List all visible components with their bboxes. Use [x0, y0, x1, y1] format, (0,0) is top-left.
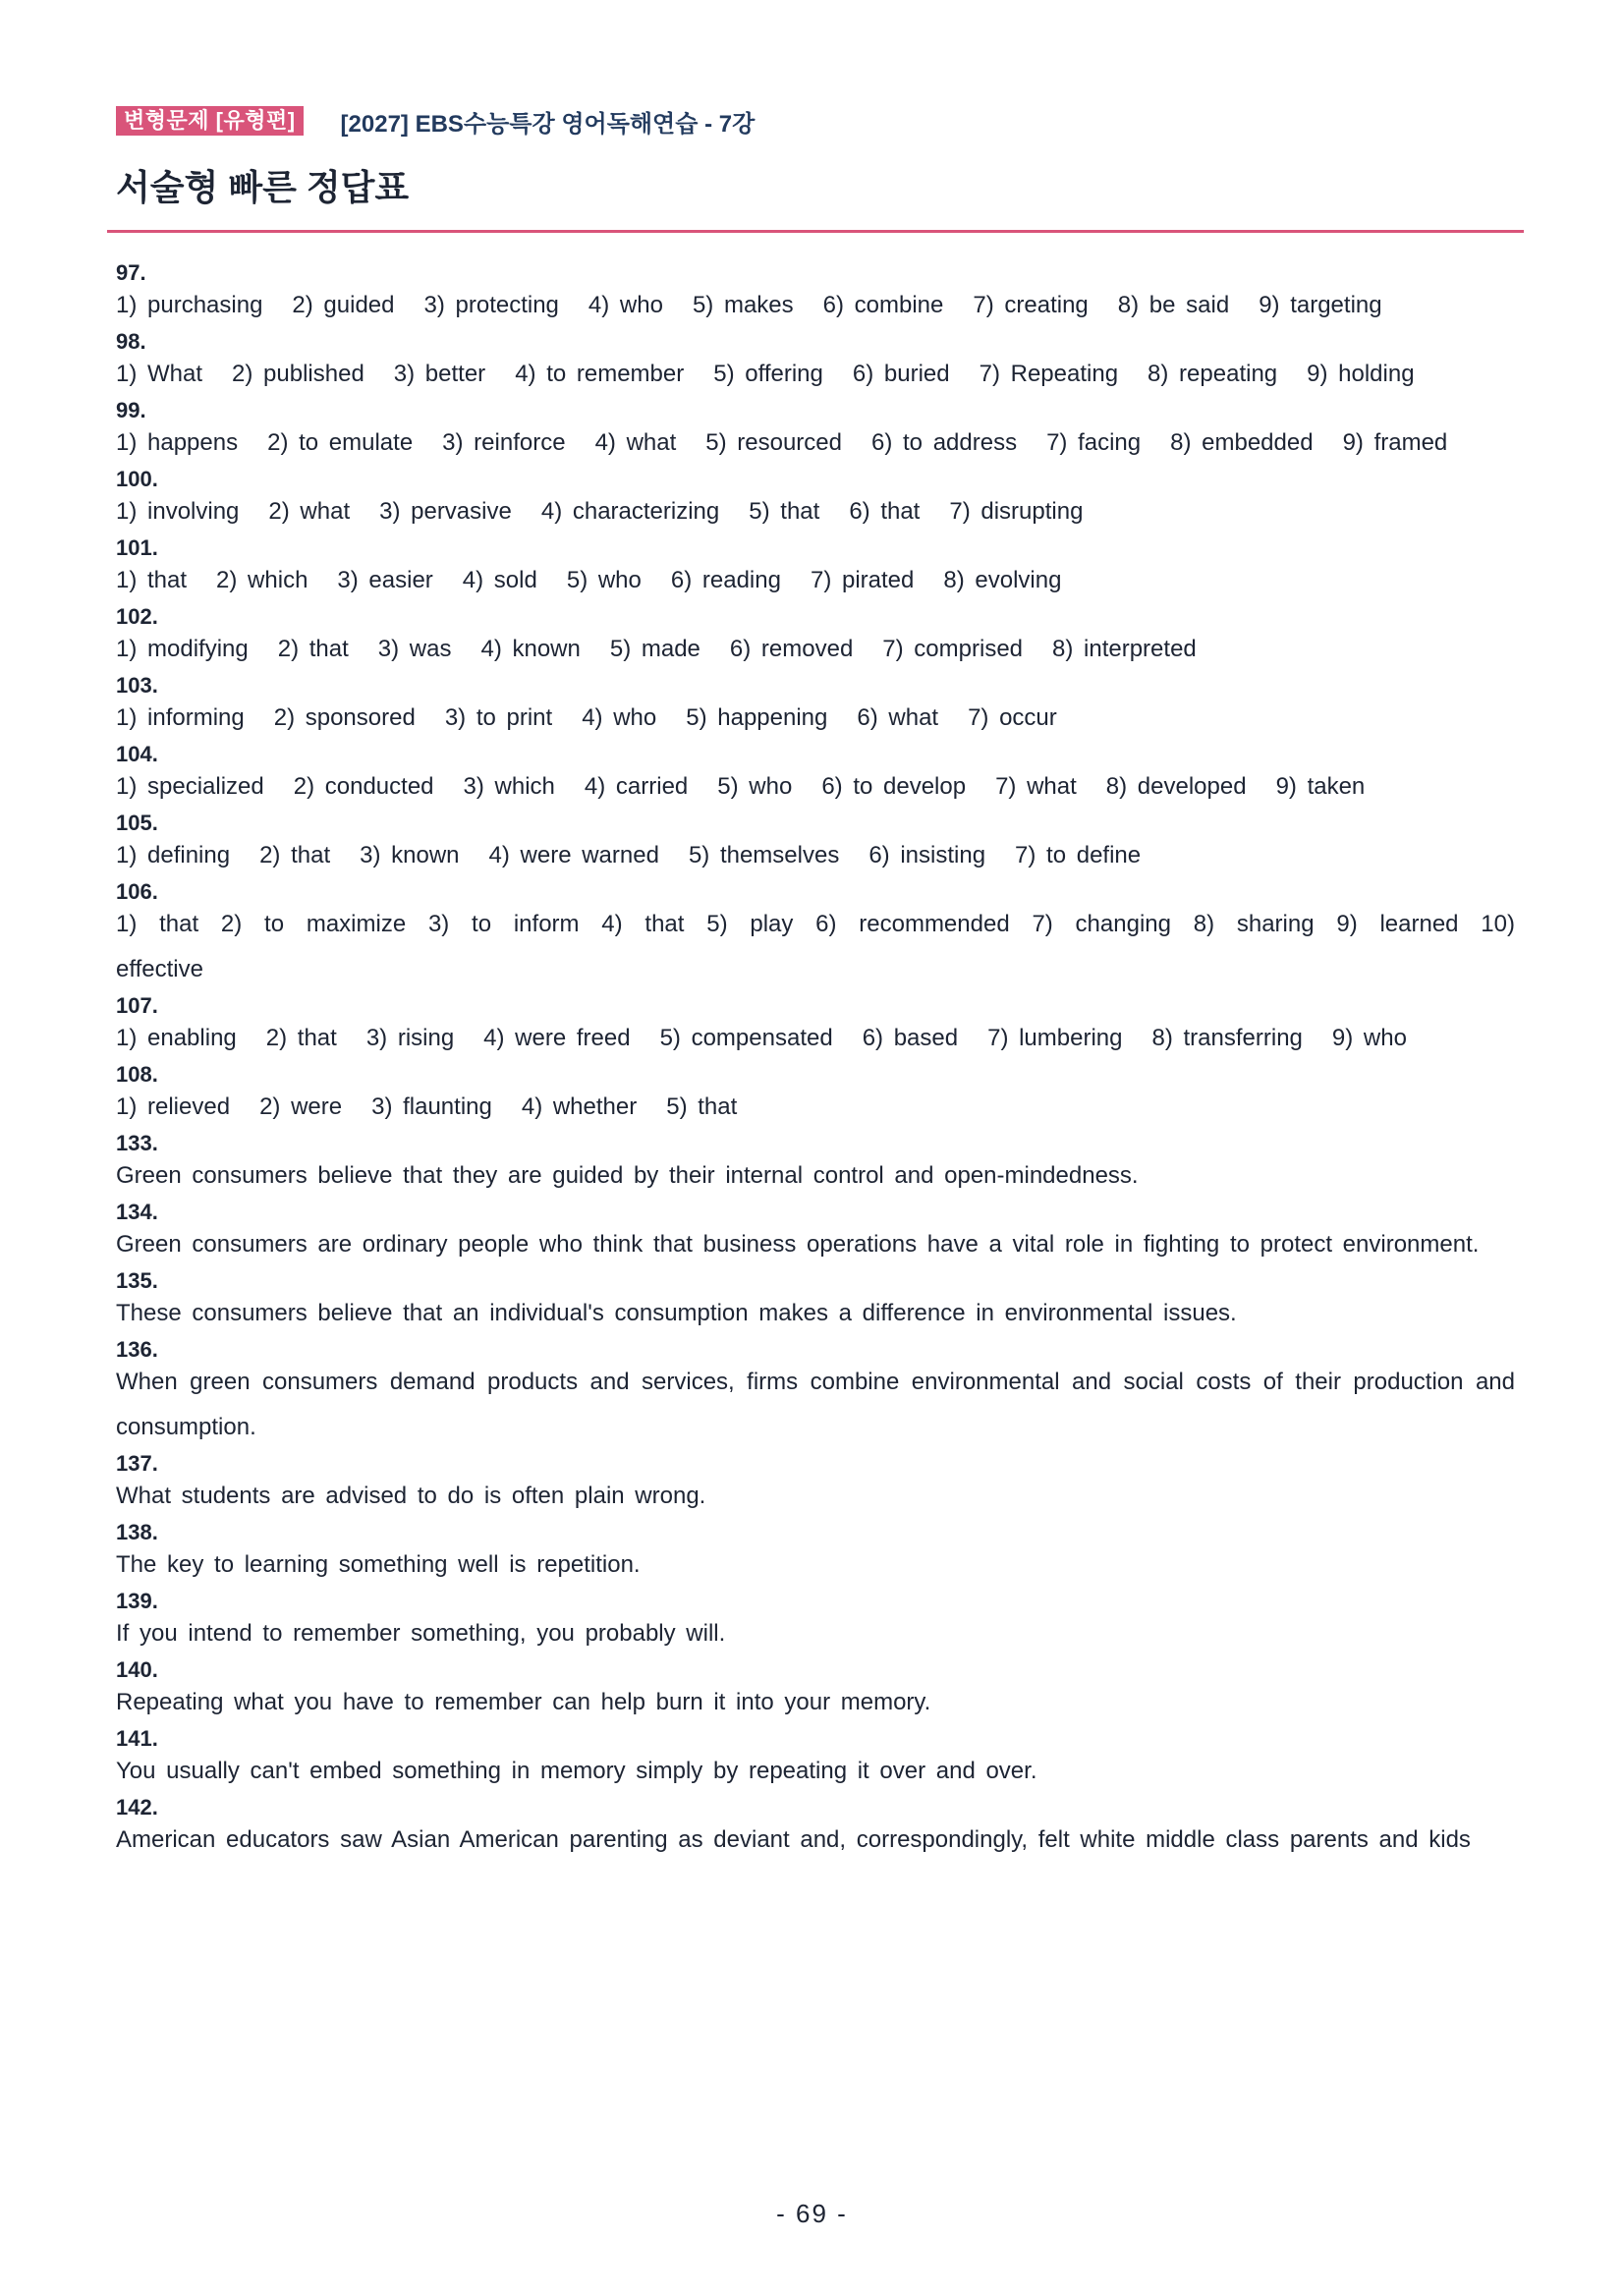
question-number: 108. — [116, 1062, 158, 1087]
answer-entry: 8) repeating — [1148, 361, 1278, 387]
answer-entry: 4) characterizing — [540, 498, 720, 525]
answer-entry: 5) made — [609, 636, 700, 662]
answer-row — [116, 289, 1515, 321]
document-header — [116, 106, 755, 136]
sentence-item — [116, 1723, 1515, 1794]
answer-entry: 2) that — [277, 636, 349, 662]
answer-entry: 4) who — [588, 292, 663, 318]
answer-row — [116, 839, 1515, 871]
answer-entry: 8) interpreted — [1052, 636, 1197, 662]
answer-entry: 6) reading — [670, 567, 781, 593]
answer-entry: 5) that — [666, 1093, 738, 1120]
answer-entry: 3) protecting — [423, 292, 559, 318]
answer-entry: 8) transferring — [1151, 1025, 1303, 1051]
answer-row — [116, 358, 1515, 390]
answer-entry: 5) offering — [713, 361, 823, 387]
question-number: 135. — [116, 1268, 158, 1293]
answer-entry: 6) insisting — [868, 842, 986, 868]
answer-item — [116, 990, 1515, 1054]
answer-entry: 9) taken — [1275, 773, 1366, 800]
category-tag: 변형문제 [유형편] — [116, 106, 304, 136]
answer-row — [116, 495, 1515, 528]
answer-entry: 1) defining — [116, 842, 231, 868]
answer-entry: 4) sold — [462, 567, 537, 593]
answer-entry: 2) to emulate — [267, 429, 414, 456]
answer-entry: 3) easier — [337, 567, 433, 593]
answer-entry: 3) rising — [365, 1025, 455, 1051]
answer-entry: 5) that — [749, 498, 820, 525]
answer-entry: 3) better — [393, 361, 486, 387]
answer-sentence: What students are advised to do is often plain wrong. — [116, 1483, 706, 1509]
answer-item — [116, 808, 1515, 871]
answer-entry: 4) were freed — [483, 1025, 631, 1051]
answer-sentence: When green consumers demand products and services, firms combine environmental and social costs of their production and consumption. — [116, 1369, 1515, 1440]
answer-row — [116, 564, 1515, 596]
answer-entry: 7) Repeating — [979, 361, 1119, 387]
answer-item — [116, 395, 1515, 459]
question-number: 133. — [116, 1131, 158, 1155]
answer-entry: 6) what — [857, 704, 939, 731]
answer-entry: 2) that — [265, 1025, 337, 1051]
answer-entry: 7) pirated — [810, 567, 915, 593]
answer-entry: 4) carried — [584, 773, 689, 800]
answer-entry: 6) combine — [822, 292, 944, 318]
answer-entry: 4) known — [480, 636, 581, 662]
answer-entry: 7) occur — [968, 704, 1057, 731]
question-number: 107. — [116, 993, 158, 1018]
answer-entry: 9) framed — [1342, 429, 1448, 456]
answer-entry: 2) were — [259, 1093, 343, 1120]
answer-item — [116, 601, 1515, 665]
answer-entry: 4) what — [594, 429, 677, 456]
answer-row — [116, 426, 1515, 459]
question-number: 138. — [116, 1520, 158, 1544]
answer-entry: 6) buried — [852, 361, 950, 387]
answer-entry: 2) that — [259, 842, 331, 868]
answer-entry: 1) What — [116, 361, 203, 387]
answer-entry: 5) compensated — [659, 1025, 833, 1051]
question-number: 141. — [116, 1726, 158, 1751]
answer-entry: 2) what — [268, 498, 351, 525]
question-number: 100. — [116, 467, 158, 491]
answer-entry: 5) who — [717, 773, 793, 800]
answer-entry: 3) to print — [444, 704, 553, 731]
answer-row: 1) that 2) to maximize 3) to inform 4) that 5) play 6) recommended 7) changing 8) sharing 9) learned 10) effective — [116, 911, 1515, 982]
sentence-item — [116, 1448, 1515, 1519]
answer-sentence: Repeating what you have to remember can help burn it into your memory. — [116, 1689, 931, 1715]
answer-entry: 4) whether — [521, 1093, 638, 1120]
question-number: 103. — [116, 673, 158, 698]
answer-entry: 5) resourced — [705, 429, 842, 456]
question-number: 98. — [116, 329, 146, 354]
answer-entry: 6) that — [849, 498, 921, 525]
answer-sentence: American educators saw Asian American parenting as deviant and, correspondingly, felt white middle class parents and kids — [116, 1826, 1471, 1853]
answer-item — [116, 739, 1515, 803]
answer-entry: 8) evolving — [943, 567, 1062, 593]
answer-entry: 3) pervasive — [379, 498, 512, 525]
answer-entry: 8) be said — [1117, 292, 1230, 318]
answer-entry: 1) enabling — [116, 1025, 237, 1051]
answer-entry: 1) specialized — [116, 773, 264, 800]
answer-entry: 6) removed — [729, 636, 854, 662]
answer-entry: 8) developed — [1105, 773, 1247, 800]
answer-row — [116, 1022, 1515, 1054]
question-number: 99. — [116, 398, 146, 422]
answer-item — [116, 1059, 1515, 1123]
page-title: 서술형 빠른 정답표 — [116, 167, 410, 207]
answer-entry: 6) to address — [871, 429, 1018, 456]
answer-sentence: Green consumers are ordinary people who think that business operations have a vital role in fighting to protect environment. — [116, 1231, 1480, 1258]
sentence-item — [116, 1792, 1515, 1863]
answer-entry: 1) relieved — [116, 1093, 231, 1120]
answer-entry: 2) published — [232, 361, 364, 387]
answer-entry: 7) creating — [973, 292, 1089, 318]
answer-entry: 4) who — [582, 704, 657, 731]
answer-entry: 7) what — [995, 773, 1077, 800]
answer-item — [116, 670, 1515, 734]
answer-entry: 2) which — [216, 567, 308, 593]
question-number: 97. — [116, 260, 146, 285]
question-number: 101. — [116, 535, 158, 560]
answer-row — [116, 1091, 1515, 1123]
answer-item — [116, 532, 1515, 596]
answer-entry: 4) were warned — [488, 842, 659, 868]
answer-entry: 1) involving — [116, 498, 240, 525]
question-number: 102. — [116, 604, 158, 629]
answer-row — [116, 770, 1515, 803]
series-title: [2027] EBS수능특강 영어독해연습 - 7강 — [340, 110, 756, 138]
question-number: 137. — [116, 1451, 158, 1476]
question-number: 106. — [116, 879, 158, 904]
sentence-item — [116, 1128, 1515, 1199]
answer-entry: 1) that — [116, 567, 188, 593]
sentence-item — [116, 1265, 1515, 1336]
answer-row — [116, 633, 1515, 665]
answer-entry: 1) modifying — [116, 636, 249, 662]
answer-entry: 1) purchasing — [116, 292, 263, 318]
sentence-item — [116, 1586, 1515, 1656]
sentence-item — [116, 1334, 1515, 1450]
answer-entry: 5) themselves — [688, 842, 840, 868]
answer-row — [116, 701, 1515, 734]
answer-entry: 1) informing — [116, 704, 245, 731]
answer-entry: 3) which — [463, 773, 555, 800]
answer-entry: 9) targeting — [1259, 292, 1382, 318]
question-number: 134. — [116, 1200, 158, 1224]
answer-entry: 5) happening — [686, 704, 828, 731]
answer-item — [116, 464, 1515, 528]
answer-entry: 7) to define — [1015, 842, 1142, 868]
question-number: 105. — [116, 811, 158, 835]
sentence-item — [116, 1517, 1515, 1588]
answer-entry: 9) holding — [1307, 361, 1415, 387]
title-divider — [107, 230, 1524, 233]
question-number: 140. — [116, 1657, 158, 1682]
answer-entry: 8) embedded — [1170, 429, 1314, 456]
question-number: 139. — [116, 1589, 158, 1613]
answer-item — [116, 257, 1515, 321]
answer-item — [116, 326, 1515, 390]
sentence-item — [116, 1197, 1515, 1267]
answer-entry: 3) flaunting — [371, 1093, 492, 1120]
answer-entry: 2) sponsored — [273, 704, 416, 731]
answer-entry: 3) reinforce — [442, 429, 566, 456]
answer-sentence: You usually can't embed something in memory simply by repeating it over and over. — [116, 1758, 1037, 1784]
answer-entry: 6) based — [862, 1025, 959, 1051]
answer-sentence: These consumers believe that an individual's consumption makes a difference in environmental issues. — [116, 1300, 1237, 1326]
answer-entry: 7) comprised — [882, 636, 1024, 662]
answer-sentence: Green consumers believe that they are guided by their internal control and open-mindedness. — [116, 1162, 1139, 1189]
answer-sentence: The key to learning something well is repetition. — [116, 1551, 641, 1578]
answer-list — [116, 257, 1515, 1861]
question-number: 104. — [116, 742, 158, 766]
answer-entry: 5) makes — [692, 292, 794, 318]
answer-entry: 6) to develop — [821, 773, 967, 800]
answer-entry: 9) who — [1331, 1025, 1407, 1051]
answer-entry: 7) facing — [1046, 429, 1142, 456]
answer-entry: 3) known — [360, 842, 460, 868]
question-number: 142. — [116, 1795, 158, 1820]
answer-entry: 3) was — [377, 636, 452, 662]
sentence-item — [116, 1654, 1515, 1725]
answer-entry: 2) guided — [292, 292, 395, 318]
page-number: - 69 - — [776, 2199, 848, 2228]
answer-entry: 2) conducted — [293, 773, 434, 800]
answer-entry: 7) disrupting — [949, 498, 1084, 525]
answer-entry: 5) who — [566, 567, 642, 593]
answer-sentence: If you intend to remember something, you probably will. — [116, 1620, 726, 1647]
question-number: 136. — [116, 1337, 158, 1362]
answer-entry: 1) happens — [116, 429, 239, 456]
answer-item — [116, 876, 1515, 992]
answer-entry: 7) lumbering — [987, 1025, 1123, 1051]
answer-entry: 4) to remember — [515, 361, 685, 387]
